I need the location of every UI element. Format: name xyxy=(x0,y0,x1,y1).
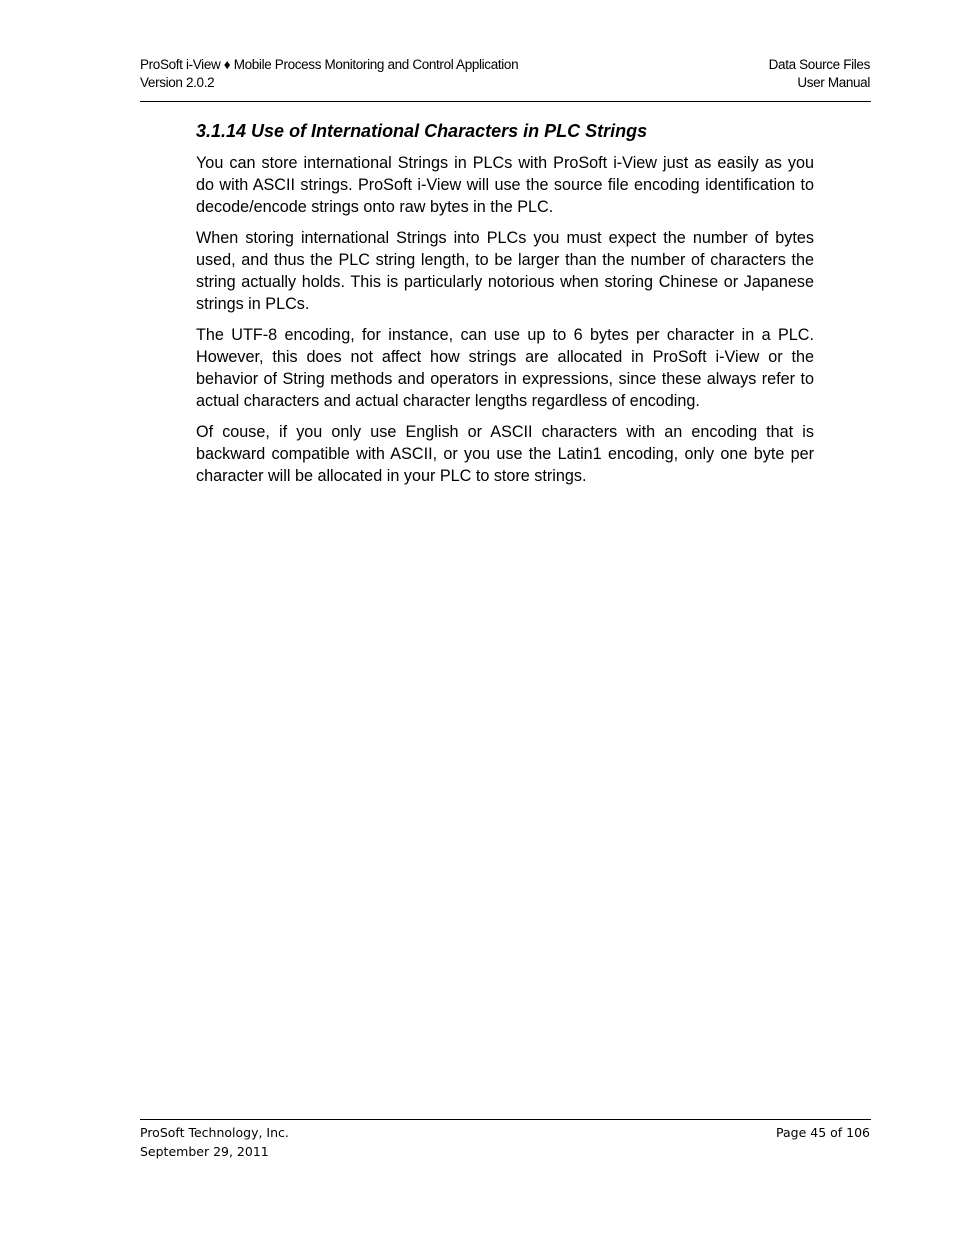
header-right xyxy=(769,56,870,92)
header-product-title: ProSoft i-View ♦ Mobile Process Monitoring and Control Application xyxy=(140,57,519,72)
page-number: Page 45 of 106 xyxy=(776,1125,870,1140)
header-doc-type: User Manual xyxy=(797,75,870,90)
main-content xyxy=(196,119,814,496)
footer-date: September 29, 2011 xyxy=(140,1144,269,1159)
header-version: Version 2.0.2 xyxy=(140,75,215,90)
footer-left xyxy=(140,1123,289,1161)
section-title: 3.1.14 Use of International Characters in PLC Strings xyxy=(196,121,648,141)
page-footer xyxy=(140,1119,871,1159)
footer-company: ProSoft Technology, Inc. xyxy=(140,1125,289,1140)
paragraph-4: Of couse, if you only use English or ASCII characters with an encoding that is backward compatible with ASCII, or you use the Latin1 encoding, only one byte per character will be allocated in your PLC to store strings. xyxy=(196,423,814,485)
header-left xyxy=(140,56,518,92)
header-chapter: Data Source Files xyxy=(768,57,870,72)
paragraph-1: You can store international Strings in PLCs with ProSoft i-View just as easily as you do with ASCII strings. ProSoft i-View will use the source file encoding identification to decode/encode strings onto raw bytes in the PLC. xyxy=(196,154,814,216)
footer-right xyxy=(776,1123,870,1142)
page-header xyxy=(140,56,871,102)
paragraph-2: When storing international Strings into PLCs you must expect the number of bytes used, and thus the PLC string length, to be larger than the number of characters the string actually holds. This is particularly notorious when storing Chinese or Japanese strings in PLCs. xyxy=(196,229,814,313)
paragraph-3: The UTF-8 encoding, for instance, can use up to 6 bytes per character in a PLC. However, this does not affect how strings are allocated in ProSoft i-View or the behavior of String methods and operators in expressions, since these always refer to actual characters and actual character lengths regardless of encoding. xyxy=(196,326,814,410)
